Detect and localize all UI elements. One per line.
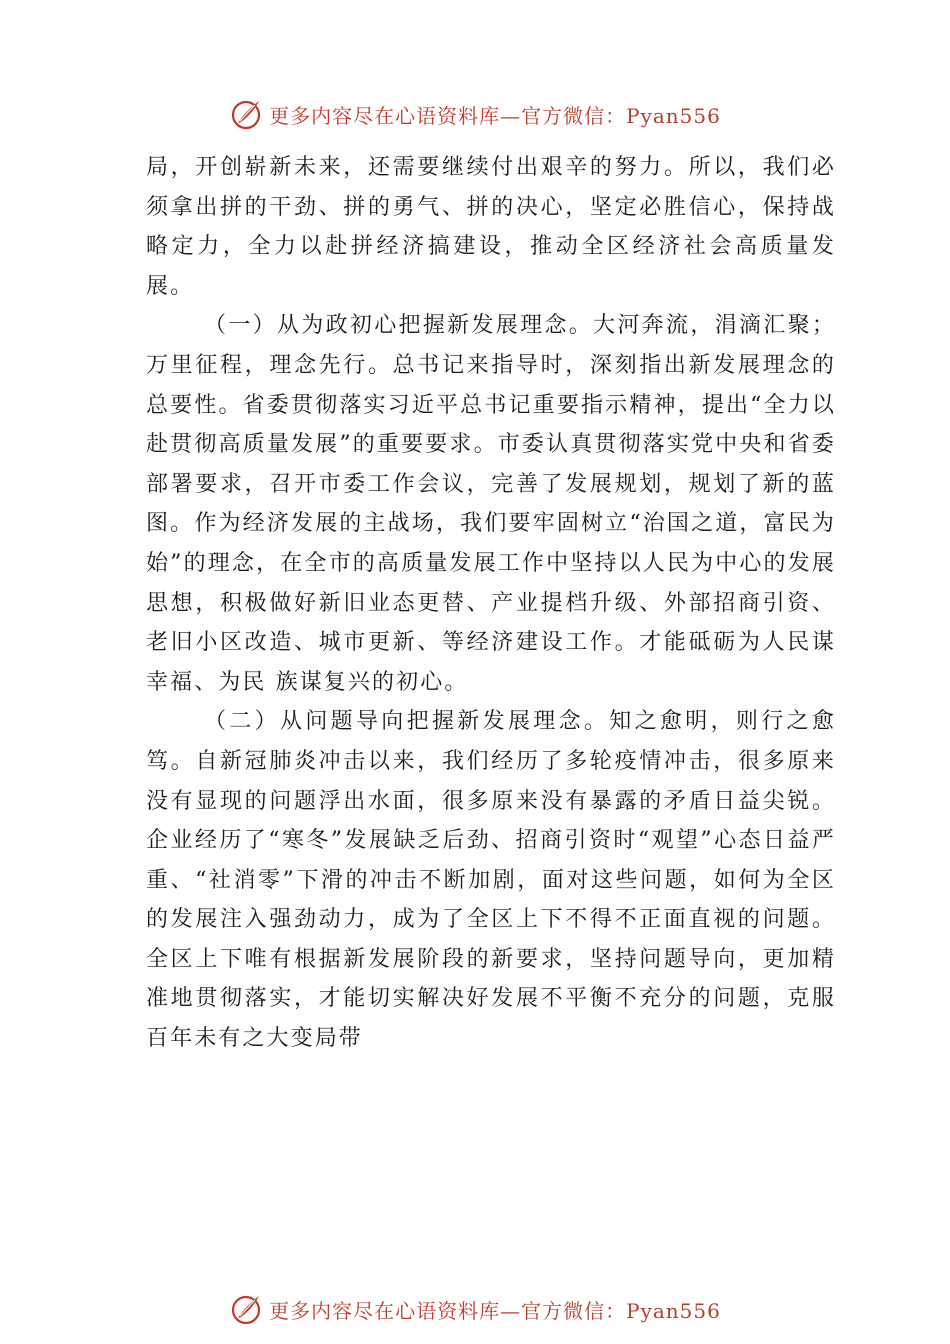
quill-seal-icon <box>229 97 263 131</box>
banner-text: 更多内容尽在心语资料库—官方微信：Pyan556 <box>269 1298 721 1323</box>
paragraph-section-one: （一）从为政初心把握新发展理念。大河奔流，涓滴汇聚；万里征程，理念先行。总书记来指导时，深刻指出新发展理念的总要性。省委贯彻落实习近平总书记重要指示精神，提出“全力以赴贯彻高质量发展”的重要要求。市委认真贯彻落实党中央和省委部署要求，召开市委工作会议，完善了发展规划，规划了新的蓝图。作为经济发展的主战场，我们要牢固树立“治国之道，富民为始”的理念，在全市的高质量发展工作中坚持以人民为中心的发展思想，积极做好新旧业态更替、产业提档升级、外部招商引资、老旧小区改造、城市更新、等经济建设工作。才能砥砺为人民谋幸福、为民 族谋复兴的初心。 <box>146 313 836 695</box>
paragraph-section-two: （二）从问题导向把握新发展理念。知之愈明，则行之愈笃。自新冠肺炎冲击以来，我们经历了多轮疫情冲击，很多原来没有显现的问题浮出水面，很多原来没有暴露的矛盾日益尖锐。企业经历了“寒冬”发展缺乏后劲、招商引资时“观望”心态日益严重、“社消零”下滑的冲击不断加剧，面对这些问题，如何为全区的发展注入强劲动力，成为了全区上下不得不正面直视的问题。全区上下唯有根据新发展阶段的新要求，坚持问题导向，更加精准地贯彻落实，才能切实解决好发展不平衡不充分的问题，克服百年未有之大变局带 <box>146 709 836 1052</box>
quill-seal-icon <box>229 1292 263 1326</box>
banner-text: 更多内容尽在心语资料库—官方微信：Pyan556 <box>269 103 721 128</box>
header-watermark-banner <box>0 94 950 134</box>
paragraph-continuation: 局，开创崭新未来，还需要继续付出艰辛的努力。所以，我们必须拿出拼的干劲、拼的勇气、拼的决心，坚定必胜信心，保持战略定力，全力以赴拼经济搞建设，推动全区经济社会高质量发展。 <box>146 155 836 299</box>
document-body <box>146 148 836 1059</box>
footer-watermark-banner <box>0 1289 950 1329</box>
